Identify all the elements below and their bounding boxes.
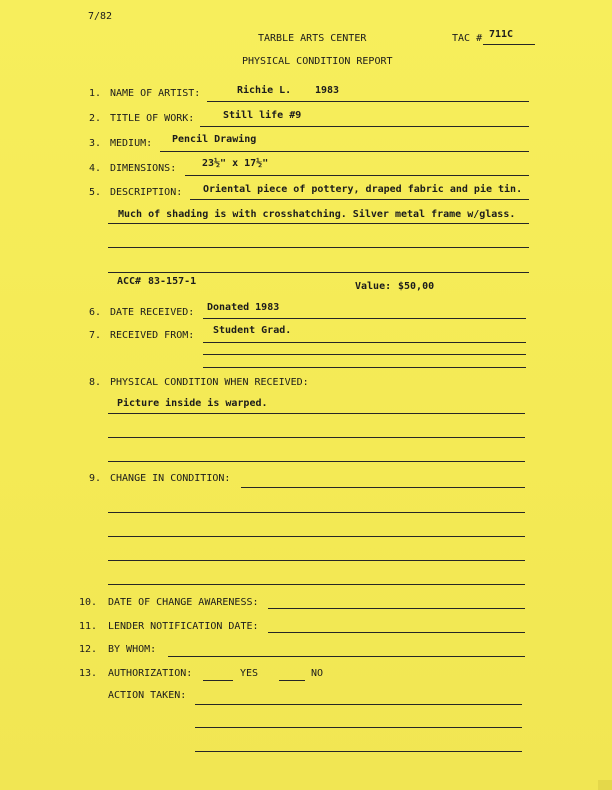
field-12-number: 12. xyxy=(79,644,98,655)
medium-label: MEDIUM: xyxy=(110,138,153,149)
date-code: 7/82 xyxy=(88,11,113,22)
physical-condition-value: Picture inside is warped. xyxy=(117,398,268,409)
dimensions-line xyxy=(185,175,529,176)
field-13-number: 13. xyxy=(79,668,98,679)
date-received-line xyxy=(203,318,526,319)
authorization-no-blank xyxy=(279,680,305,681)
field-3-number: 3. xyxy=(89,138,102,149)
change-awareness-line xyxy=(268,608,525,609)
field-9-number: 9. xyxy=(89,473,102,484)
medium-value: Pencil Drawing xyxy=(172,134,257,145)
change-in-condition-line-2 xyxy=(108,512,525,513)
field-2-number: 2. xyxy=(89,113,102,124)
artist-year: 1983 xyxy=(315,85,340,96)
lender-notification-label: LENDER NOTIFICATION DATE: xyxy=(108,621,259,632)
field-6-number: 6. xyxy=(89,307,102,318)
page-corner xyxy=(598,780,612,790)
tac-number: 711C xyxy=(489,29,514,40)
change-in-condition-label: CHANGE IN CONDITION: xyxy=(110,473,231,484)
acc-number: 83-157-1 xyxy=(148,276,197,287)
artist-line xyxy=(207,101,529,102)
change-in-condition-line-1 xyxy=(241,487,525,488)
physical-condition-line-2 xyxy=(108,437,525,438)
dimensions-label: DIMENSIONS: xyxy=(110,163,177,174)
received-from-value: Student Grad. xyxy=(213,325,292,336)
change-in-condition-line-3 xyxy=(108,536,525,537)
value-label: Value: xyxy=(355,281,392,292)
medium-line xyxy=(160,151,529,152)
date-received-label: DATE RECEIVED: xyxy=(110,307,195,318)
action-taken-line-1 xyxy=(195,704,522,705)
field-4-number: 4. xyxy=(89,163,102,174)
received-from-label: RECEIVED FROM: xyxy=(110,330,195,341)
date-received-value: Donated 1983 xyxy=(207,302,280,313)
received-from-line-1 xyxy=(203,342,526,343)
authorization-label: AUTHORIZATION: xyxy=(108,668,193,679)
received-from-line-2 xyxy=(203,354,526,355)
field-5-number: 5. xyxy=(89,187,102,198)
description-line-4 xyxy=(108,272,529,273)
received-from-line-3 xyxy=(203,367,526,368)
change-in-condition-line-4 xyxy=(108,560,525,561)
artist-value: Richie L. xyxy=(237,85,292,96)
authorization-no-label: NO xyxy=(311,668,324,679)
lender-notification-line xyxy=(268,632,525,633)
description-line-2 xyxy=(108,223,529,224)
form-title: PHYSICAL CONDITION REPORT xyxy=(242,56,393,67)
field-7-number: 7. xyxy=(89,330,102,341)
description-value-line-2: Much of shading is with crosshatching. Silver metal frame w/glass. xyxy=(118,209,516,220)
authorization-yes-label: YES xyxy=(240,668,259,679)
acc-label: ACC# xyxy=(117,276,142,287)
description-value-line-1: Oriental piece of pottery, draped fabric and pie tin. xyxy=(203,184,523,195)
change-in-condition-line-5 xyxy=(108,584,525,585)
action-taken-line-2 xyxy=(195,727,522,728)
field-8-number: 8. xyxy=(89,377,102,388)
tac-number-line xyxy=(483,44,535,45)
by-whom-label: BY WHOM: xyxy=(108,644,157,655)
description-line-3 xyxy=(108,247,529,248)
value-amount: $50,00 xyxy=(398,281,435,292)
description-line-1 xyxy=(190,199,529,200)
tac-label: TAC # xyxy=(452,33,483,44)
field-10-number: 10. xyxy=(79,597,98,608)
title-value: Still life #9 xyxy=(223,110,302,121)
field-11-number: 11. xyxy=(79,621,98,632)
title-label: TITLE OF WORK: xyxy=(110,113,195,124)
physical-condition-label: PHYSICAL CONDITION WHEN RECEIVED: xyxy=(110,377,309,388)
change-awareness-label: DATE OF CHANGE AWARENESS: xyxy=(108,597,259,608)
description-label: DESCRIPTION: xyxy=(110,187,183,198)
title-line xyxy=(200,126,529,127)
action-taken-line-3 xyxy=(195,751,522,752)
by-whom-line xyxy=(168,656,525,657)
authorization-yes-blank xyxy=(203,680,233,681)
physical-condition-line-3 xyxy=(108,461,525,462)
dimensions-value: 23½" x 17½" xyxy=(202,158,269,169)
artist-label: NAME OF ARTIST: xyxy=(110,88,201,99)
org-name: TARBLE ARTS CENTER xyxy=(258,33,367,44)
action-taken-label: ACTION TAKEN: xyxy=(108,690,187,701)
physical-condition-line-1 xyxy=(108,413,525,414)
field-1-number: 1. xyxy=(89,88,102,99)
